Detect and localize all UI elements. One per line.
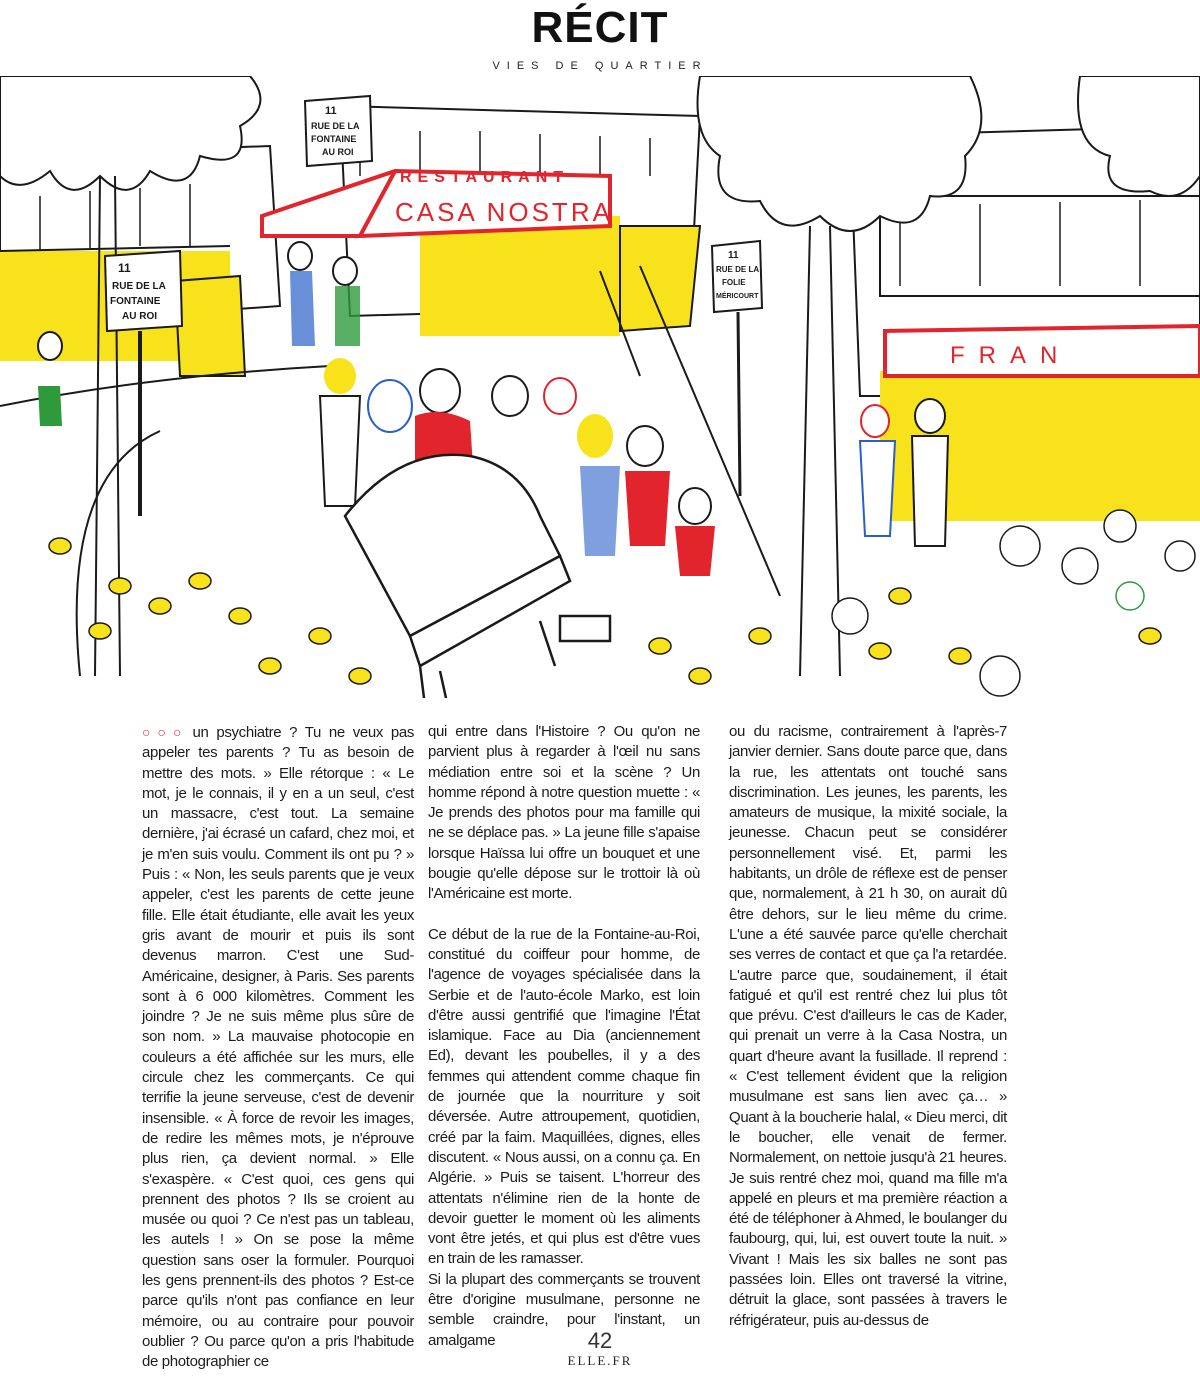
paragraph-text: un psychiatre ? Tu ne veux pas appeler tes parents ? Tu as besoin de mettre des mots. » Elle rétorque : « Le mot, je le connais, il y en a un seul, c'est un massacre, c'est tout. La semaine dernière, j'ai écrasé un cafard, chez moi, et je m'en suis voulu. Comment ils ont pu ? » Puis : « Non, les seuls parents que je veux appeler, c'est les parents de cette jeune fille. Elle était étudiante, elle avait les yeux gris avant de mourir et puis ils sont devenus marron. C'est une Sud-Américaine, designer, à Paris. Ses parents sont à 6 000 kilomètres. Comment les joindre ? Je ne suis même plus sûre de son nom. » La mauvaise photocopie en couleurs a été affichée sur les murs, elle circule chez les commerçants. Ce qui terrifie la jeune serveuse, c'est de devenir insensible. « À force de revoir les images, de redire les mêmes mots, je n'éprouve plus rien, ça devient normal. » Elle s'exaspère. « C'est quoi, ces gens qui prennent des photos ? Ils se croient au musée ou quoi ? Ce n'est pas un tableau, les autels ! » On se pose la même question sans oser la formuler. Pourquoi les gens prennent-ils des photos ? Est-ce parce qu'ils n'ont pas confiance en leur mémoire, ou au contraire pour pouvoir oublier ? Ou parce qu'on a pris l'habitude de photographier ce — [142, 724, 414, 1371]
shop-awning — [885, 326, 1200, 376]
street-illustration — [0, 76, 1200, 698]
street-sign-left-number: 11 — [118, 261, 131, 275]
street-sign-top-line3: AU ROI — [322, 147, 354, 157]
street-sign-top-line1: RUE DE LA — [311, 121, 360, 131]
flower-bouquets — [832, 510, 1195, 696]
restaurant-name: CASA NOSTRA — [395, 197, 613, 227]
page-footer — [0, 1329, 1200, 1369]
street-sign-right-line3: MÉRICOURT — [716, 293, 759, 300]
street-sign-top — [305, 96, 372, 166]
article-column-1 — [142, 722, 414, 1373]
paragraph: Ce début de la rue de la Fontaine-au-Roi, constitué du coiffeur pour homme, de l'agence de voyages spécialisée dans la Serbie et de l'auto-école Marko, est loin d'être aussi gentrifié que l'imagine l'État islamique. Face au Dia (anciennement Ed), devant les poubelles, il y a des femmes qui attendent comme chaque fin de journée que la nourriture y soit déversée. Autre attroupement, quotidien, créé par la faim. Maquillées, dignes, elles discutent. « Nous aussi, on a connu ça. En Algérie. » Puis se taisent. L'horreur des attentats n'élimine rien de la honte de devoir guetter le moment où les aliments vont être jetés, et qui plus est d'être vues en train de les ramasser. — [428, 925, 700, 1268]
article-column-2 — [428, 722, 700, 1351]
section-subtitle: VIES DE QUARTIER — [492, 60, 708, 72]
paragraph — [142, 722, 414, 1373]
paragraph: Si la plupart des commerçants se trouvent être d'origine musulmane, personne ne semble craindre, pour l'instant, un amalgame — [428, 1270, 700, 1349]
street-sign-top-number: 11 — [325, 105, 337, 117]
street-sign-left-line3: AU ROI — [122, 311, 157, 322]
page-header — [0, 0, 1200, 86]
paragraph: ou du racisme, contrairement à l'après-7 janvier dernier. Sans doute parce que, dans la rue, les attentats ont touché sans discrimination. Les jeunes, les parents, les amateurs de musique, la mixité sociale, la jeunesse. Chacun peut se considérer personnellement visé. Et, parmi les habitants, un drôle de réflexe est de penser que, normalement, à 21 h 30, on aurait dû être dehors, sur le lieu même du crime. L'une a été sauvée parce qu'elle cherchait ses verres de contact et que ça l'a retardée. L'autre parce que, soudainement, il était fatigué et qu'il est rentré chez lui plus tôt que prévu. C'est d'ailleurs le cas de Kader, qui prenait un verre à la Casa Nostra, un quart d'heure avant la fusillade. Il reprend : « C'est tellement évident que la religion musulmane est sans lien avec ça… » Quant à la boucherie halal, « Dieu merci, dit le boucher, elle venait de fermer. Normalement, on nettoie jusqu'à 21 heures. Je suis rentré chez moi, quand ma fille m'a appelé en pleurs et ma première réaction a été de téléphoner à Ahmed, le boulanger du faubourg, qui, lui, est ouvert toute la nuit. » Vivant ! Mais les six balles ne sont pas passées loin. Elles ont traversé la vitrine, détruit la glace, sont passées à travers le réfrigérateur, puis au-dessus de — [729, 723, 1007, 1329]
street-sign-left-line1: RUE DE LA — [112, 281, 166, 292]
grand-piano — [345, 455, 610, 698]
bullet-ornament: ○○○ — [142, 724, 189, 740]
paragraph: qui entre dans l'Histoire ? Ou qu'on ne parvient plus à regarder à l'œil nu sans médiation entre soi et la scène ? Un homme répond à notre question muette : « Je prends des photos pour ma famille qui ne se déplace pas. » La jeune fille s'apaise lorsque Haïssa lui offre un bouquet et une bougie qu'elle dépose sur le trottoir là où l'Américaine est morte. — [428, 723, 700, 903]
restaurant-awning — [262, 169, 613, 236]
page-number: 42 — [587, 1328, 613, 1353]
street-sign-right-line1: RUE DE LA — [716, 265, 760, 274]
street-sign-top-line2: FONTAINE — [311, 134, 357, 144]
street-sign-left-line2: FONTAINE — [110, 296, 161, 307]
street-sign-right-number: 11 — [728, 250, 739, 261]
section-title: RÉCIT — [531, 3, 669, 52]
site-name: ELLE.FR — [567, 1353, 633, 1368]
street-sign-right-line2: FOLIE — [722, 278, 746, 287]
street-sign-right — [712, 241, 762, 496]
shop-name: FRAN — [950, 342, 1072, 369]
restaurant-label: RESTAURANT — [400, 169, 570, 186]
article-column-3 — [729, 722, 1007, 1331]
